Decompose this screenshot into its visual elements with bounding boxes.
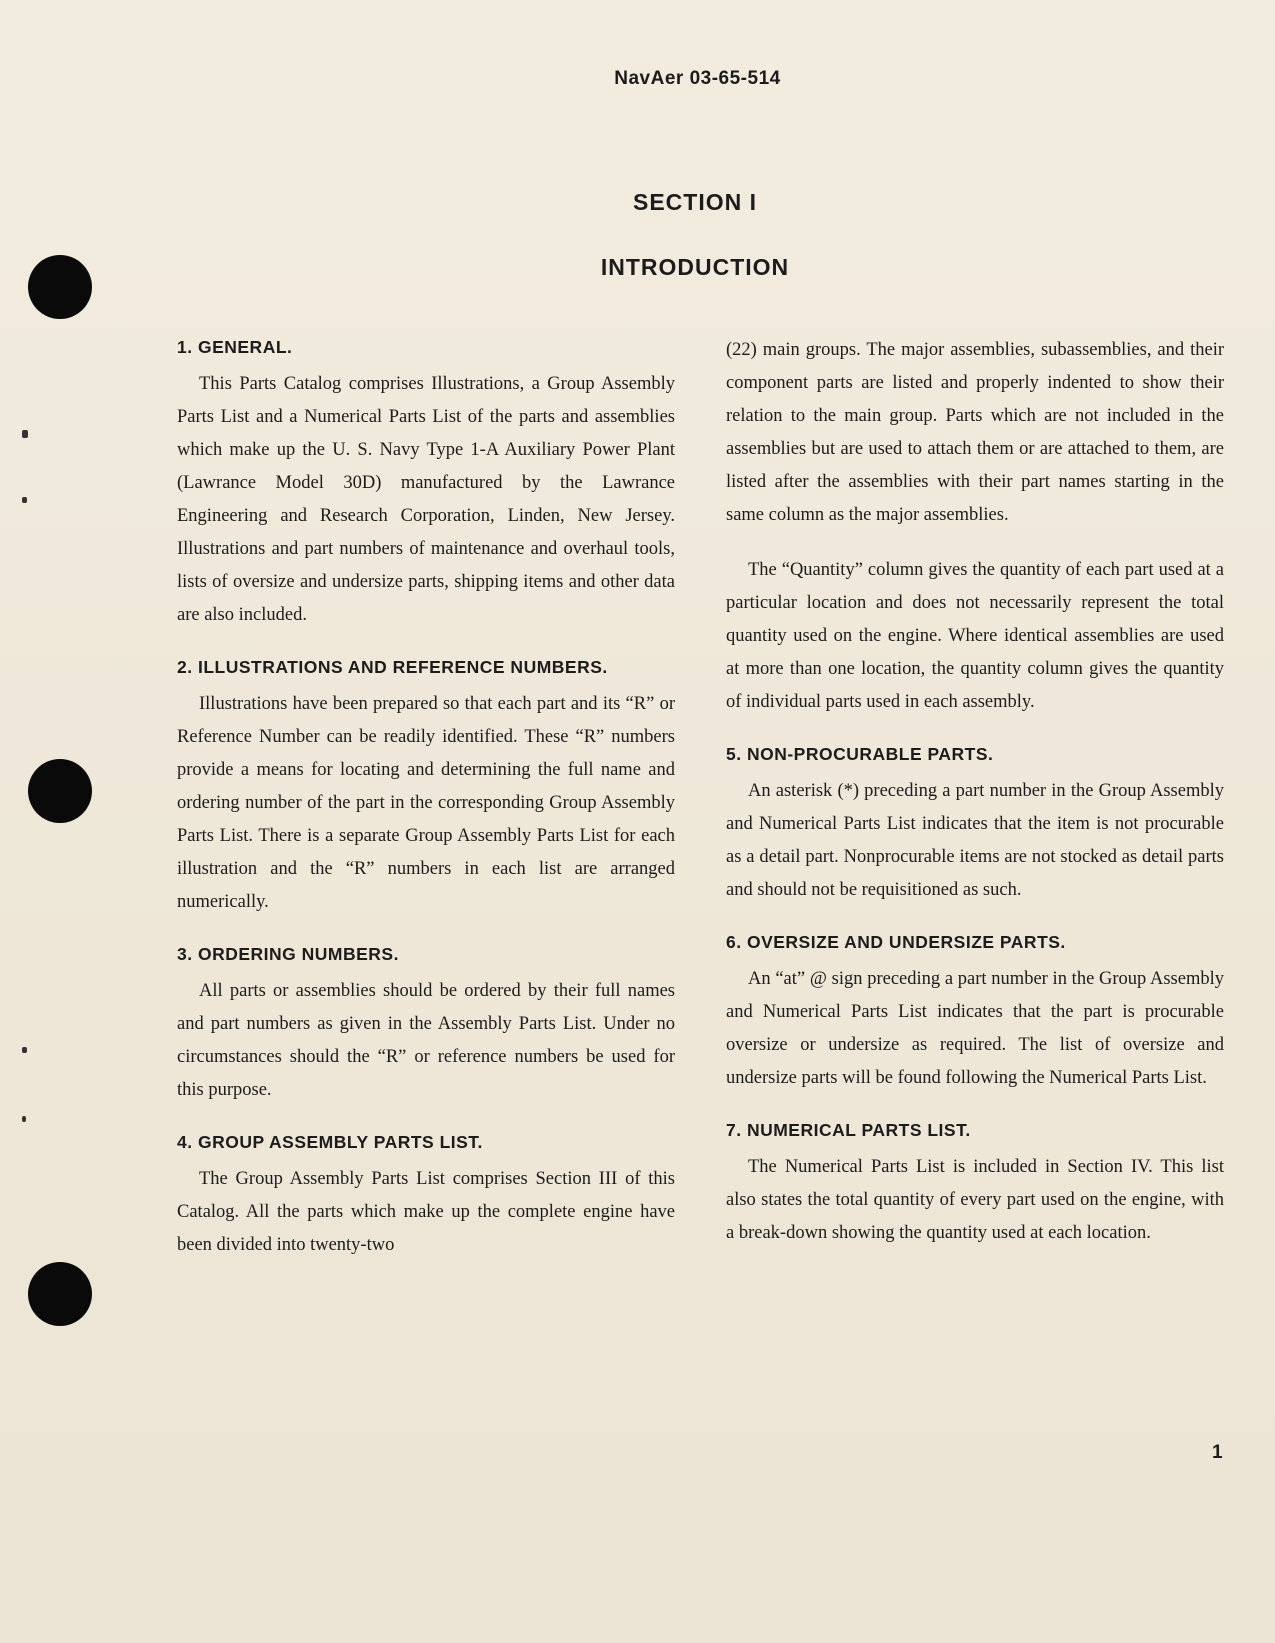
scan-speck [22, 1116, 26, 1122]
paragraph: The Group Assembly Parts List comprises Section III of this Catalog. All the parts which make up the complete engine have been divided into twenty-two [177, 1169, 675, 1255]
paragraph: The Numerical Parts List is included in Section IV. This list also states the total quantity of every part used on the engine, with a break-down showing the quantity used at each location. [726, 1157, 1224, 1243]
scan-speck [22, 1047, 27, 1053]
section-heading: 5. NON-PROCURABLE PARTS. [726, 744, 994, 764]
paragraph: All parts or assemblies should be ordered by their full names and part numbers as given in the Assembly Parts List. Under no circumstances should the “R” or reference numbers be used for this purpose. [177, 981, 675, 1100]
paragraph: An asterisk (*) preceding a part number in the Group Assembly and Numerical Parts List indicates that the item is not procurable as a detail part. Nonprocurable items are not stocked as detail parts and should not be requisitioned as such. [726, 781, 1224, 900]
scan-speck [22, 430, 28, 438]
right-column [726, 334, 1224, 1272]
paragraph: This Parts Catalog comprises Illustrations, a Group Assembly Parts List and a Numerical Parts List of the parts and assemblies which make up the U. S. Navy Type 1-A Auxiliary Power Plant (Lawrance Model 30D) manufactured by the Lawrance Engineering and Research Corporation, Linden, New Jersey. Illustrations and part numbers of maintenance and overhaul tools, lists of oversize and undersize parts, shipping items and other data are also included. [177, 374, 675, 625]
section-heading: 7. NUMERICAL PARTS LIST. [726, 1120, 971, 1140]
page-number: 1 [1212, 1442, 1223, 1463]
binder-hole-bottom [28, 1262, 92, 1326]
paragraph: Illustrations have been prepared so that each part and its “R” or Reference Number can be readily identified. These “R” numbers provide a means for locating and determining the full name and ordering number of the part in the corresponding Group Assembly Parts List. There is a separate Group Assembly Parts List for each illustration and the “R” numbers in each list are arranged numerically. [177, 694, 675, 912]
paragraph: An “at” @ sign preceding a part number in the Group Assembly and Numerical Parts List indicates that the part is procurable oversize or undersize as required. The list of oversize and undersize parts will be found following the Numerical Parts List. [726, 969, 1224, 1088]
section-heading: 1. GENERAL. [177, 337, 293, 357]
section-title: SECTION I [632, 189, 757, 215]
paragraph: The “Quantity” column gives the quantity of each part used at a particular location and does not necessarily represent the total quantity used on the engine. Where identical assemblies are used at more than one location, the quantity column gives the quantity of individual parts used in each assembly. [726, 560, 1224, 712]
section-heading: 2. ILLUSTRATIONS AND REFERENCE NUMBERS. [177, 657, 608, 677]
binder-hole-middle [28, 759, 92, 823]
section-heading: 6. OVERSIZE AND UNDERSIZE PARTS. [726, 932, 1066, 952]
scan-speck [22, 497, 27, 503]
paragraph-continued: (22) main groups. The major assemblies, subassemblies, and their component parts are listed and properly indented to show their relation to the main group. Parts which are not included in the assemblies but are used to attach them or are attached to them, are listed after the assemblies with their part names starting in the same column as the major assemblies. [726, 340, 1224, 525]
left-column [177, 334, 675, 1284]
section-heading: 3. ORDERING NUMBERS. [177, 944, 399, 964]
section-subtitle: INTRODUCTION [600, 254, 790, 280]
section-heading: 4. GROUP ASSEMBLY PARTS LIST. [177, 1132, 483, 1152]
document-id: NavAer 03-65-514 [614, 68, 781, 89]
